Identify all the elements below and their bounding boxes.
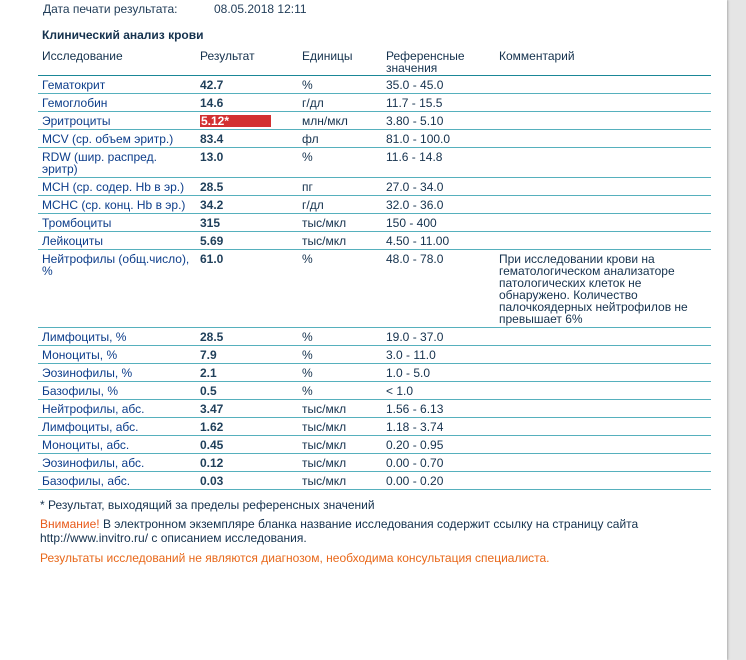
table-row <box>38 112 711 130</box>
reference-cell: 81.0 - 100.0 <box>382 130 495 148</box>
table-row <box>38 178 711 196</box>
table-row <box>38 454 711 472</box>
units-cell: фл <box>298 130 382 148</box>
reference-cell: 48.0 - 78.0 <box>382 250 495 328</box>
table-row <box>38 382 711 400</box>
column-header-units: Единицы <box>298 46 382 76</box>
disclaimer: Результаты исследований не являются диагнозом, необходима консультация специалиста. <box>40 551 550 565</box>
table-row <box>38 346 711 364</box>
comment-cell <box>495 232 711 250</box>
units-cell: % <box>298 148 382 178</box>
table-row <box>38 214 711 232</box>
test-name-link[interactable]: MCHC (ср. конц. Hb в эр.) <box>38 196 196 214</box>
test-name-link[interactable]: Лейкоциты <box>38 232 196 250</box>
test-name-link[interactable]: RDW (шир. распред. эритр) <box>38 148 196 178</box>
reference-cell: 1.56 - 6.13 <box>382 400 495 418</box>
units-cell: тыс/мкл <box>298 232 382 250</box>
table-row <box>38 400 711 418</box>
section-title: Клинический анализ крови <box>42 28 204 42</box>
reference-cell: 32.0 - 36.0 <box>382 196 495 214</box>
footnote: * Результат, выходящий за пределы референсных значений <box>40 498 375 512</box>
reference-cell: 4.50 - 11.00 <box>382 232 495 250</box>
comment-cell <box>495 76 711 94</box>
reference-cell: 11.6 - 14.8 <box>382 148 495 178</box>
warning-note <box>40 517 680 545</box>
table-row <box>38 232 711 250</box>
units-cell: % <box>298 76 382 94</box>
reference-cell: 1.0 - 5.0 <box>382 364 495 382</box>
units-cell: % <box>298 364 382 382</box>
test-name-link[interactable]: Моноциты, абс. <box>38 436 196 454</box>
table-row <box>38 364 711 382</box>
result-value-flagged <box>196 112 298 130</box>
comment-cell <box>495 178 711 196</box>
result-value: 0.03 <box>196 472 298 490</box>
table-row <box>38 250 711 328</box>
comment-cell <box>495 436 711 454</box>
result-value: 5.69 <box>196 232 298 250</box>
result-value: 2.1 <box>196 364 298 382</box>
result-value: 0.45 <box>196 436 298 454</box>
column-header-reference: Референсные значения <box>382 46 495 76</box>
units-cell: тыс/мкл <box>298 400 382 418</box>
units-cell: г/дл <box>298 196 382 214</box>
comment-cell <box>495 148 711 178</box>
result-value: 315 <box>196 214 298 232</box>
result-value: 3.47 <box>196 400 298 418</box>
reference-cell: 0.00 - 0.70 <box>382 454 495 472</box>
warning-text-end: с описанием исследования. <box>148 531 307 545</box>
column-header-comment: Комментарий <box>495 46 711 76</box>
test-name-link[interactable]: Эозинофилы, % <box>38 364 196 382</box>
reference-cell: 27.0 - 34.0 <box>382 178 495 196</box>
test-name-link[interactable]: Базофилы, % <box>38 382 196 400</box>
test-name-link[interactable]: MCV (ср. объем эритр.) <box>38 130 196 148</box>
result-value: 14.6 <box>196 94 298 112</box>
units-cell: тыс/мкл <box>298 436 382 454</box>
test-name-link[interactable]: Лимфоциты, абс. <box>38 418 196 436</box>
comment-cell <box>495 214 711 232</box>
reference-cell: 150 - 400 <box>382 214 495 232</box>
comment-cell <box>495 130 711 148</box>
units-cell: тыс/мкл <box>298 214 382 232</box>
table-row <box>38 148 711 178</box>
reference-cell: 0.20 - 0.95 <box>382 436 495 454</box>
result-value: 42.7 <box>196 76 298 94</box>
units-cell: г/дл <box>298 94 382 112</box>
units-cell: % <box>298 346 382 364</box>
print-date <box>43 2 307 16</box>
test-name-link[interactable]: Нейтрофилы (общ.число), % <box>38 250 196 328</box>
result-value: 7.9 <box>196 346 298 364</box>
invitro-link[interactable]: http://www.invitro.ru/ <box>40 531 149 545</box>
comment-cell <box>495 196 711 214</box>
table-row <box>38 418 711 436</box>
result-value: 28.5 <box>196 178 298 196</box>
result-value: 83.4 <box>196 130 298 148</box>
units-cell: тыс/мкл <box>298 454 382 472</box>
test-name-link[interactable]: Нейтрофилы, абс. <box>38 400 196 418</box>
reference-cell: 1.18 - 3.74 <box>382 418 495 436</box>
reference-cell: 11.7 - 15.5 <box>382 94 495 112</box>
result-value: 13.0 <box>196 148 298 178</box>
units-cell: тыс/мкл <box>298 472 382 490</box>
comment-cell <box>495 454 711 472</box>
results-table <box>38 46 711 490</box>
table-header-row <box>38 46 711 76</box>
table-row <box>38 130 711 148</box>
result-value: 28.5 <box>196 328 298 346</box>
comment-cell <box>495 346 711 364</box>
scrollbar[interactable] <box>731 0 746 660</box>
units-cell: % <box>298 382 382 400</box>
comment-cell <box>495 382 711 400</box>
reference-cell: 0.00 - 0.20 <box>382 472 495 490</box>
units-cell: пг <box>298 178 382 196</box>
units-cell: % <box>298 328 382 346</box>
test-name-link[interactable]: Тромбоциты <box>38 214 196 232</box>
warning-label: Внимание! <box>40 517 100 531</box>
reference-cell: < 1.0 <box>382 382 495 400</box>
test-name-link[interactable]: Эозинофилы, абс. <box>38 454 196 472</box>
test-name-link[interactable]: Гематокрит <box>38 76 196 94</box>
column-header-test: Исследование <box>38 46 196 76</box>
comment-cell: При исследовании крови на гематологическом анализаторе патологических клеток не обнаружено. Количество палочкоядерных нейтрофилов не превышает 6% <box>495 250 711 328</box>
comment-cell <box>495 472 711 490</box>
result-value: 1.62 <box>196 418 298 436</box>
units-cell: % <box>298 250 382 328</box>
reference-cell: 19.0 - 37.0 <box>382 328 495 346</box>
units-cell: тыс/мкл <box>298 418 382 436</box>
table-row <box>38 472 711 490</box>
units-cell: млн/мкл <box>298 112 382 130</box>
comment-cell <box>495 400 711 418</box>
table-row <box>38 94 711 112</box>
comment-cell <box>495 94 711 112</box>
result-value: 0.5 <box>196 382 298 400</box>
print-date-value: 08.05.2018 12:11 <box>214 2 307 16</box>
table-row <box>38 76 711 94</box>
warning-text: В электронном экземпляре бланка название исследования содержит ссылку на страницу сайта <box>99 517 639 531</box>
column-header-result: Результат <box>196 46 298 76</box>
comment-cell <box>495 364 711 382</box>
out-of-range-badge: 5.12* <box>200 115 271 127</box>
result-value: 34.2 <box>196 196 298 214</box>
result-value: 61.0 <box>196 250 298 328</box>
reference-cell: 3.80 - 5.10 <box>382 112 495 130</box>
test-name-link[interactable]: MCH (ср. содер. Hb в эр.) <box>38 178 196 196</box>
test-name-link[interactable]: Гемоглобин <box>38 94 196 112</box>
print-date-label: Дата печати результата: <box>43 2 178 16</box>
result-value: 0.12 <box>196 454 298 472</box>
comment-cell <box>495 112 711 130</box>
test-name-link[interactable]: Базофилы, абс. <box>38 472 196 490</box>
comment-cell <box>495 418 711 436</box>
comment-cell <box>495 328 711 346</box>
test-name-link[interactable]: Эритроциты <box>38 112 196 130</box>
reference-cell: 35.0 - 45.0 <box>382 76 495 94</box>
table-row <box>38 436 711 454</box>
test-name-link[interactable]: Лимфоциты, % <box>38 328 196 346</box>
table-row <box>38 328 711 346</box>
test-name-link[interactable]: Моноциты, % <box>38 346 196 364</box>
table-row <box>38 196 711 214</box>
reference-cell: 3.0 - 11.0 <box>382 346 495 364</box>
